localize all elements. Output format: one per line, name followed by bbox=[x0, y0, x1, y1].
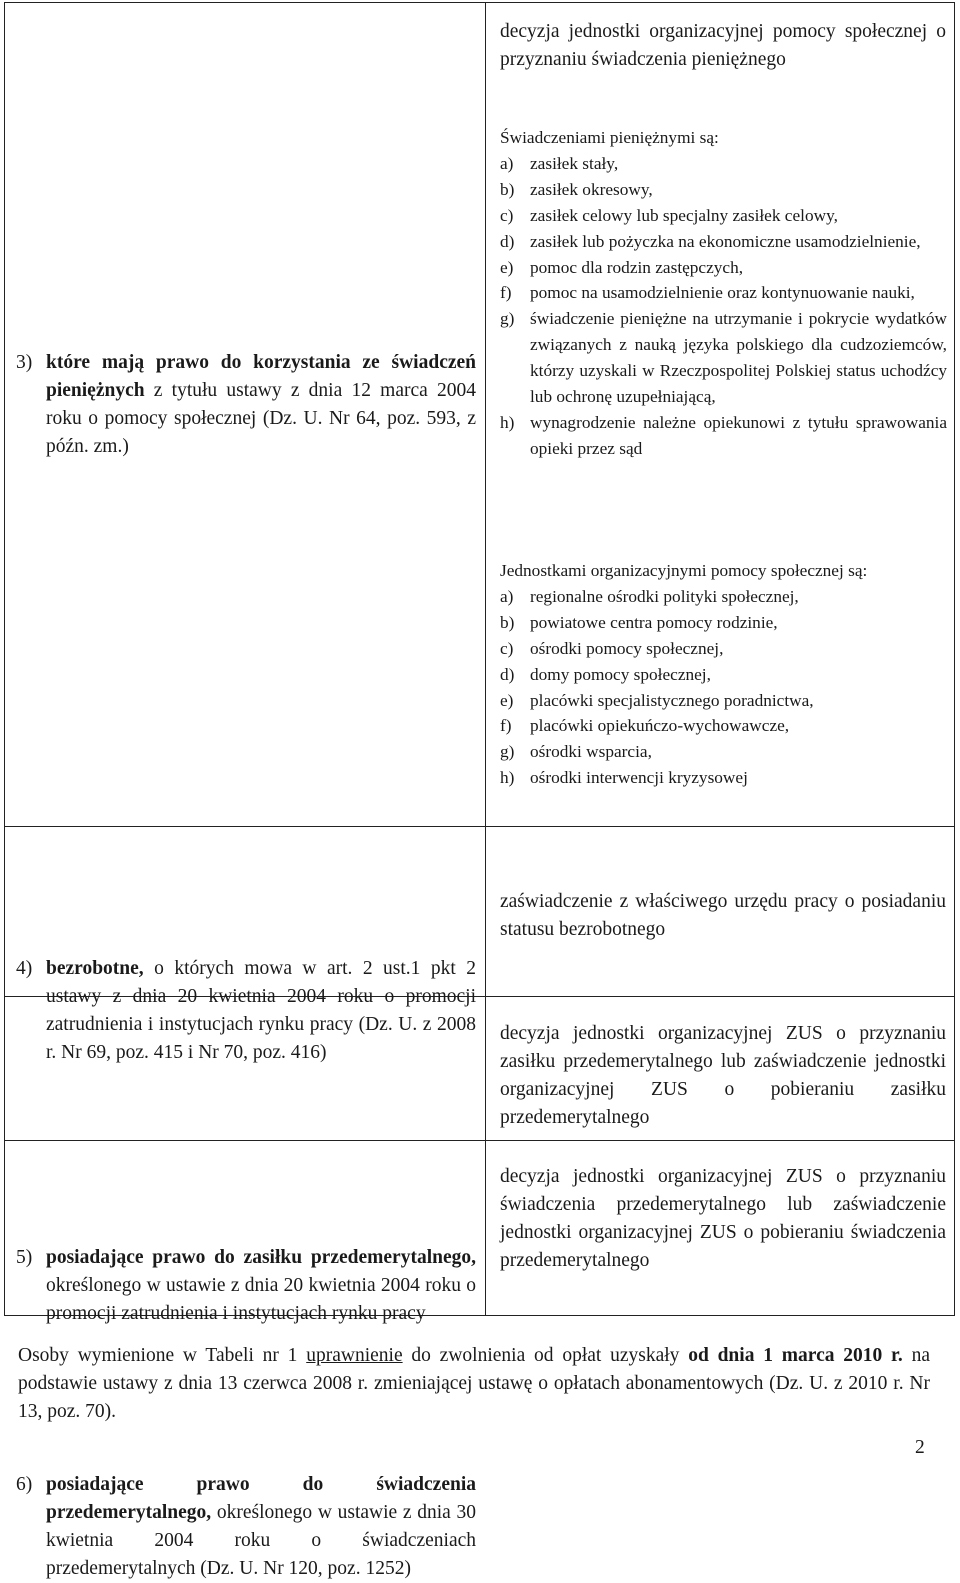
list-item bbox=[500, 151, 947, 177]
row6-left-text: określonego w ustawie z dnia 30 kwietnia 2004 roku o świadczeniach przedemerytalnych (Dz. U. Nr 120, poz. 1252) bbox=[46, 1502, 476, 1579]
row3-number: 3) bbox=[16, 352, 33, 373]
list-item-label: c) bbox=[500, 638, 514, 658]
footer-text-2: do zwolnienia od opłat uzyskały bbox=[402, 1345, 689, 1366]
row5-right-cell: decyzja jednostki organizacyjnej ZUS o przyznaniu zasiłku przedemerytalnego lub zaświadczenie jednostki organizacyjnej ZUS o pobieraniu zasiłku przedemerytalnego bbox=[500, 1023, 946, 1128]
list-item bbox=[500, 636, 947, 662]
list-item bbox=[500, 610, 947, 636]
list-item bbox=[500, 713, 947, 739]
list-item-text: zasiłek lub pożyczka na ekonomiczne usamodzielnienie, bbox=[530, 231, 921, 251]
row4-left-bold: bezrobotne, bbox=[46, 958, 144, 979]
list-item-text: ośrodki interwencji kryzysowej bbox=[530, 768, 748, 788]
list-item-text: pomoc dla rodzin zastępczych, bbox=[530, 257, 744, 277]
row-divider bbox=[4, 1140, 955, 1141]
list-item-label: c) bbox=[500, 205, 514, 225]
row4-left-text: o których mowa w art. 2 ust.1 pkt 2 ustawy z dnia 20 kwietnia 2004 roku o promocji zatrudnienia i instytucjach rynku pracy (Dz. U. z 2008 r. Nr 69, poz. 415 i Nr 70, poz. 416) bbox=[46, 958, 476, 1063]
page-number: 2 bbox=[915, 1437, 925, 1458]
list-item bbox=[500, 662, 947, 688]
list-item-text: zasiłek celowy lub specjalny zasiłek celowy, bbox=[530, 205, 838, 225]
list-item bbox=[500, 306, 947, 410]
list-item-label: a) bbox=[500, 586, 514, 606]
row5-left-text: określonego w ustawie z dnia 20 kwietnia 2004 roku o promocji zatrudnienia i instytucjach rynku pracy bbox=[46, 1275, 476, 1324]
row4-right-cell: zaświadczenie z właściwego urzędu pracy o posiadaniu statusu bezrobotnego bbox=[500, 891, 946, 940]
row4-left-cell bbox=[16, 955, 476, 1067]
row3-right-intro: decyzja jednostki organizacyjnej pomocy społecznej o przyznaniu świadczenia pieniężnego bbox=[500, 21, 946, 70]
list-item-text: pomoc na usamodzielnienie oraz kontynuowanie nauki, bbox=[530, 283, 915, 303]
list-item bbox=[500, 203, 947, 229]
list-item-label: g) bbox=[500, 309, 515, 329]
list-item-text: regionalne ośrodki polityki społecznej, bbox=[530, 586, 799, 606]
row4-number: 4) bbox=[16, 958, 33, 979]
footer-text-1: Osoby wymienione w Tabeli nr 1 bbox=[18, 1345, 307, 1366]
list-item-label: f) bbox=[500, 716, 512, 736]
units-block bbox=[500, 558, 947, 791]
list-item-text: placówki opiekuńczo-wychowawcze, bbox=[530, 716, 790, 736]
units-list bbox=[500, 584, 947, 791]
row6-right-cell: decyzja jednostki organizacyjnej ZUS o przyznaniu świadczenia przedemerytalnego lub zaświadczenie jednostki organizacyjnej ZUS o pobieraniu świadczenia przedemerytalnego bbox=[500, 1166, 946, 1271]
row3-left-text: z tytułu ustawy z dnia 12 marca 2004 roku o pomocy społecznej (Dz. U. Nr 64, poz. 593, z późn. zm.) bbox=[46, 380, 476, 457]
units-heading: Jednostkami organizacyjnymi pomocy społecznej są: bbox=[500, 561, 868, 580]
list-item-label: d) bbox=[500, 664, 515, 684]
list-item-text: zasiłek stały, bbox=[530, 153, 619, 173]
list-item-label: h) bbox=[500, 768, 515, 788]
list-item bbox=[500, 229, 947, 255]
row5-left-bold: posiadające prawo do zasiłku przedemerytalnego, bbox=[46, 1247, 476, 1268]
list-item-label: b) bbox=[500, 612, 515, 632]
list-item-label: e) bbox=[500, 690, 514, 710]
list-item-text: ośrodki wsparcia, bbox=[530, 742, 652, 762]
list-item bbox=[500, 177, 947, 203]
list-item bbox=[500, 739, 947, 765]
list-item-label: a) bbox=[500, 153, 514, 173]
row5-left-cell bbox=[16, 1244, 476, 1328]
row6-number: 6) bbox=[16, 1474, 33, 1495]
benefits-block bbox=[500, 125, 947, 462]
list-item-text: placówki specjalistycznego poradnictwa, bbox=[530, 690, 814, 710]
list-item-text: wynagrodzenie należne opiekunowi z tytułu sprawowania opieki przez sąd bbox=[530, 412, 947, 458]
benefits-heading: Świadczeniami pieniężnymi są: bbox=[500, 128, 719, 147]
list-item bbox=[500, 765, 947, 791]
footer-note bbox=[18, 1342, 930, 1426]
list-item-label: d) bbox=[500, 231, 515, 251]
list-item-label: f) bbox=[500, 283, 512, 303]
list-item-label: b) bbox=[500, 179, 515, 199]
column-divider bbox=[485, 2, 486, 1316]
list-item-label: h) bbox=[500, 412, 515, 432]
list-item-label: e) bbox=[500, 257, 514, 277]
list-item bbox=[500, 255, 947, 281]
list-item bbox=[500, 280, 947, 306]
list-item-text: świadczenie pieniężne na utrzymanie i pokrycie wydatków związanych z nauką języka polskiego dla cudzoziemców, którzy uzyskali w Rzeczpospolitej Polskiej status uchodźcy lub ochronę uzupełniającą, bbox=[530, 309, 947, 407]
row6-left-cell bbox=[16, 1471, 476, 1583]
row3-left-bold: które mają prawo do korzystania ze świadczeń pieniężnych bbox=[46, 352, 476, 401]
list-item-text: powiatowe centra pomocy rodzinie, bbox=[530, 612, 778, 632]
footer-text-3: na podstawie ustawy z dnia 13 czerwca 2008 r. zmieniającej ustawę o opłatach abonamentowych (Dz. U. z 2010 r. Nr 13, poz. 70). bbox=[18, 1345, 930, 1422]
benefits-list bbox=[500, 151, 947, 462]
list-item-text: zasiłek okresowy, bbox=[530, 179, 653, 199]
list-item bbox=[500, 688, 947, 714]
list-item bbox=[500, 584, 947, 610]
list-item-text: domy pomocy społecznej, bbox=[530, 664, 711, 684]
row3-left-cell bbox=[16, 349, 476, 461]
list-item bbox=[500, 410, 947, 462]
footer-bold-date: od dnia 1 marca 2010 r. bbox=[688, 1345, 903, 1366]
footer-underlined: uprawnienie bbox=[306, 1345, 403, 1366]
row5-number: 5) bbox=[16, 1247, 33, 1268]
row-divider bbox=[4, 826, 955, 827]
list-item-text: ośrodki pomocy społecznej, bbox=[530, 638, 724, 658]
row6-left-bold: posiadające prawo do świadczenia przedemerytalnego, bbox=[46, 1474, 476, 1523]
list-item-label: g) bbox=[500, 742, 515, 762]
